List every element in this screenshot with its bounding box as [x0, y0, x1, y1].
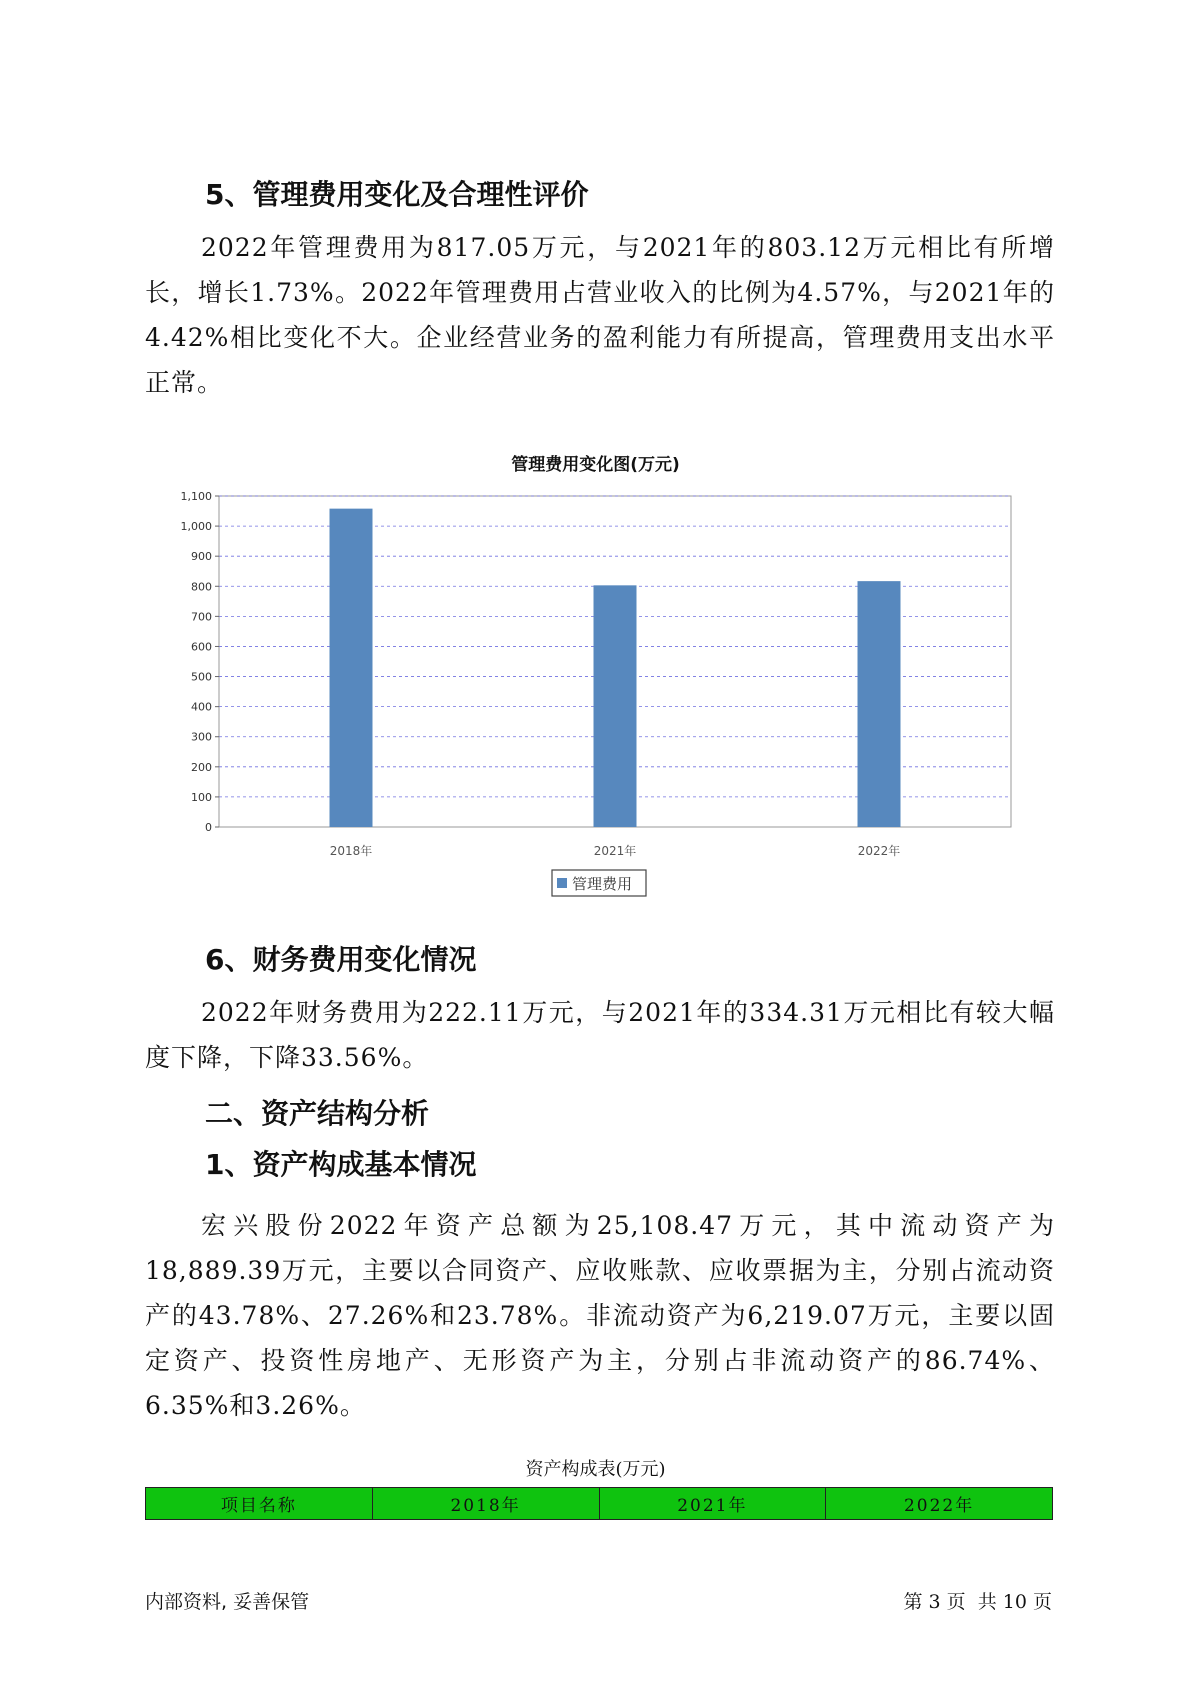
x-tick-label: 2022年	[857, 844, 901, 858]
y-tick-label: 600	[191, 640, 212, 654]
bar	[594, 585, 637, 827]
header-item-name: 项目名称	[146, 1488, 373, 1520]
header-2021: 2021年	[599, 1488, 826, 1520]
header-2018: 2018年	[372, 1488, 599, 1520]
asset-composition-table	[145, 1487, 1053, 1520]
legend-label: 管理费用	[572, 875, 633, 893]
table-header-row	[146, 1488, 1053, 1520]
header-2022: 2022年	[826, 1488, 1053, 1520]
y-tick-label: 1,000	[180, 520, 212, 534]
bar	[330, 509, 373, 827]
y-tick-label: 500	[191, 670, 212, 684]
y-tick-label: 800	[191, 580, 212, 594]
y-tick-label: 700	[191, 610, 212, 624]
part-2-heading: 二、资产结构分析	[205, 1097, 430, 1130]
table-caption: 资产构成表(万元)	[525, 1459, 666, 1480]
chart-title: 管理费用变化图(万元)	[511, 455, 680, 475]
x-tick-label: 2018年	[329, 844, 373, 858]
y-tick-label: 1,100	[180, 490, 212, 503]
y-tick-label: 400	[191, 700, 212, 714]
y-tick-label: 300	[191, 730, 212, 744]
legend-swatch	[557, 878, 567, 888]
x-tick-label: 2021年	[593, 844, 637, 858]
section-5-heading: 5、管理费用变化及合理性评价	[205, 178, 589, 211]
footer-confidential-note: 内部资料, 妥善保管	[145, 1591, 310, 1613]
y-tick-label: 100	[191, 790, 212, 804]
section-5-paragraph: 2022年管理费用为817.05万元，与2021年的803.12万元相比有所增长，增长1.73%。2022年管理费用占营业收入的比例为4.57%，与2021年的4.42%相比变化不大。企业经营业务的盈利能力有所提高，管理费用支出水平正常。	[145, 233, 1055, 397]
asset-composition-paragraph: 宏兴股份2022年资产总额为25,108.47万元，其中流动资产为18,889.39万元，主要以合同资产、应收账款、应收票据为主，分别占流动资产的43.78%、27.26%和23.78%。非流动资产为6,219.07万元，主要以固定资产、投资性房地产、无形资产为主，分别占非流动资产的86.74%、6.35%和3.26%。	[145, 1211, 1055, 1420]
y-tick-label: 0	[205, 821, 212, 834]
bar	[858, 581, 901, 827]
section-6-paragraph: 2022年财务费用为222.11万元，与2021年的334.31万元相比有较大幅度下降，下降33.56%。	[145, 998, 1055, 1072]
y-tick-label: 200	[191, 760, 212, 774]
y-tick-label: 900	[191, 550, 212, 564]
asset-composition-heading: 1、资产构成基本情况	[205, 1148, 477, 1181]
section-6-heading: 6、财务费用变化情况	[205, 943, 477, 976]
footer-page-number: 第 3 页 共 10 页	[903, 1591, 1052, 1613]
